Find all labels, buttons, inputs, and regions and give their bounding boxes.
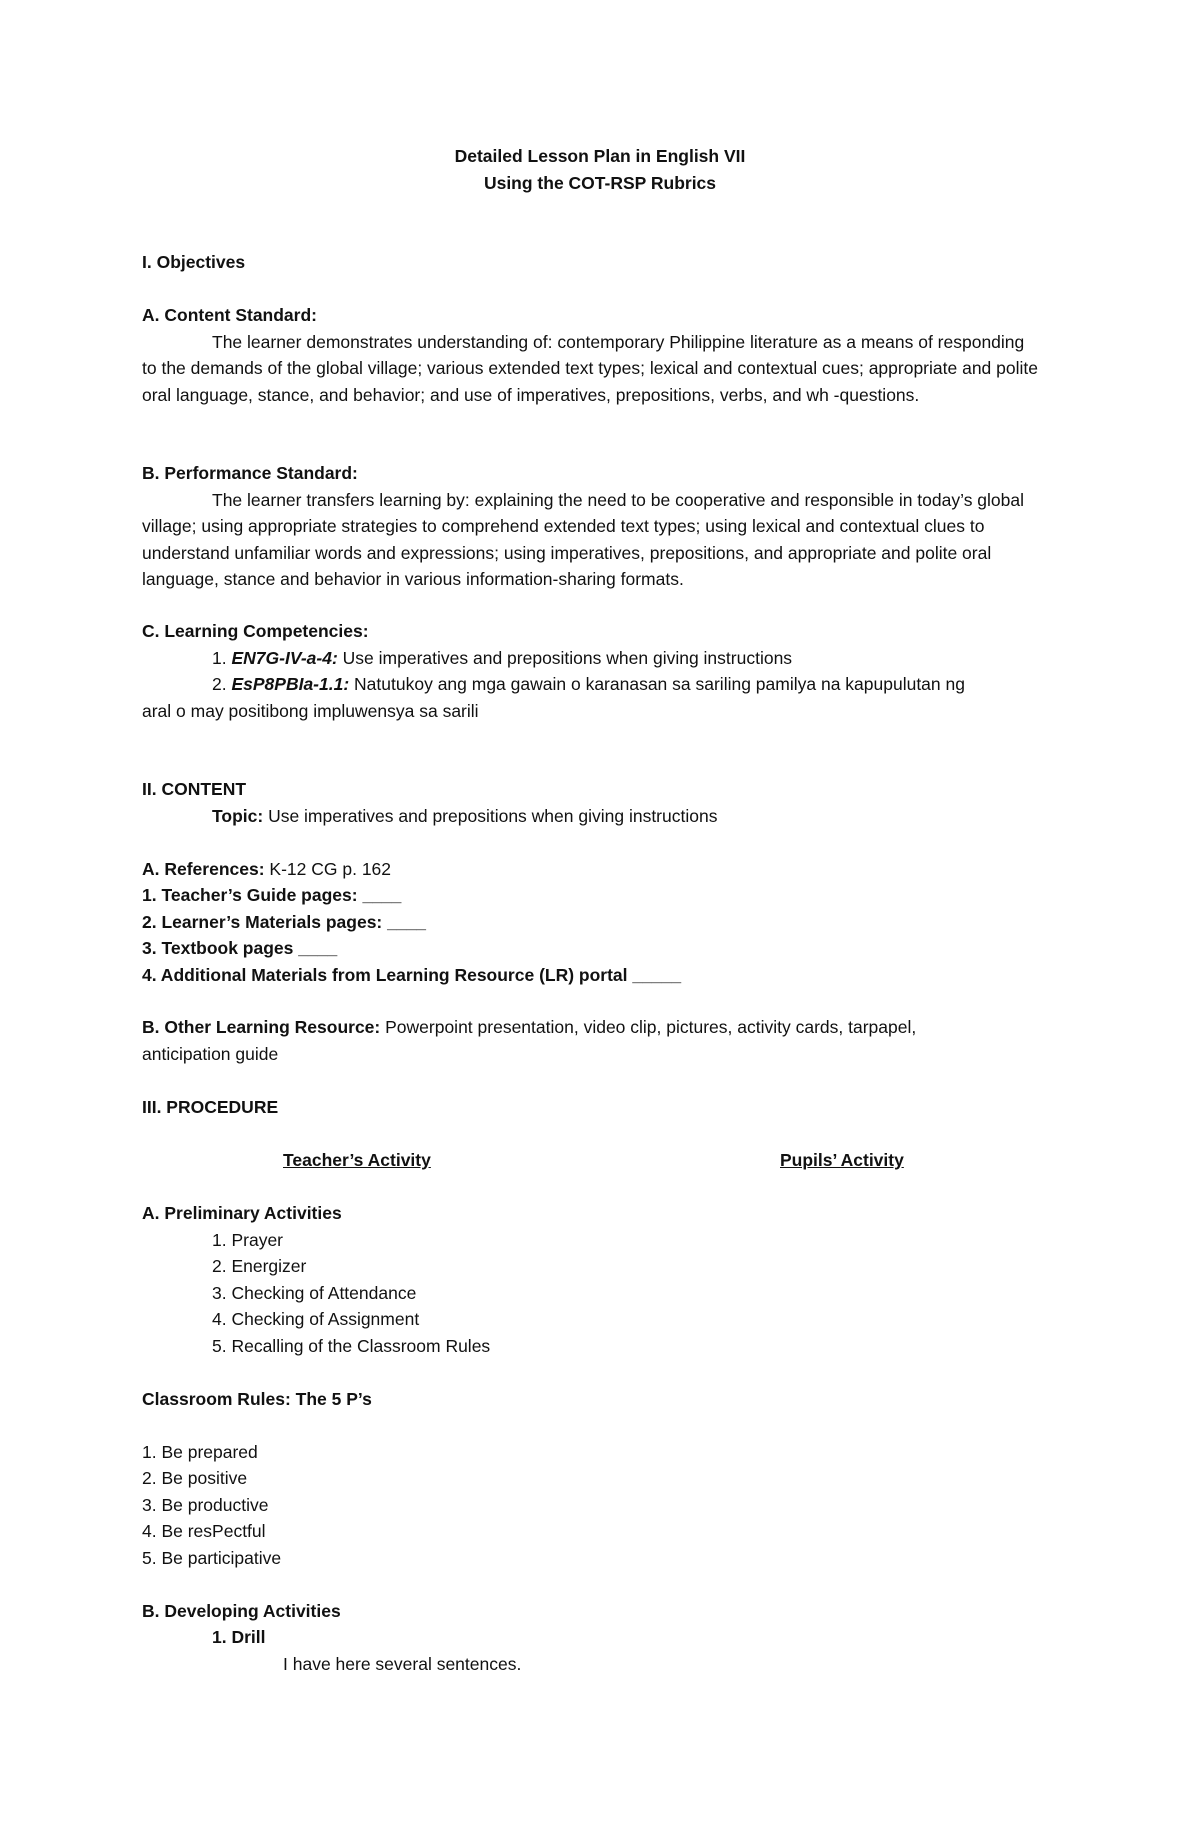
teacher-activity-column-header: Teacher’s Activity: [283, 1150, 431, 1170]
list-item: 1. Be prepared: [142, 1442, 258, 1462]
procedure-heading: III. PROCEDURE: [142, 1097, 279, 1117]
performance-standard-label: B. Performance Standard:: [142, 463, 358, 483]
document-title: Detailed Lesson Plan in English VII: [454, 146, 746, 166]
list-item: 2. Be positive: [142, 1468, 248, 1488]
list-item: 5. Be participative: [142, 1548, 282, 1568]
list-item: 4. Checking of Assignment: [212, 1309, 420, 1329]
objectives-heading: I. Objectives: [142, 252, 246, 272]
list-item: 3. Be productive: [142, 1495, 269, 1515]
list-item: 5. Recalling of the Classroom Rules: [212, 1336, 491, 1356]
competency-item-1: 1. EN7G-IV-a-4: Use imperatives and prepositions when giving instructions: [212, 648, 793, 668]
list-item: 4. Be resPectful: [142, 1521, 266, 1541]
references-line: A. References: K-12 CG p. 162: [142, 859, 392, 879]
pupil-activity-column-header: Pupils’ Activity: [780, 1150, 904, 1170]
competency-code-2: EsP8PBIa-1.1:: [231, 674, 350, 694]
competency-code-1: EN7G-IV-a-4:: [231, 648, 338, 668]
reference-textbook: 3. Textbook pages ____: [142, 938, 338, 958]
drill-label: 1. Drill: [212, 1627, 266, 1647]
competency-item-2-continued: aral o may positibong impluwensya sa sarili: [142, 701, 479, 721]
reference-additional-materials: 4. Additional Materials from Learning Resource (LR) portal _____: [142, 965, 682, 985]
list-item: 3. Checking of Attendance: [212, 1283, 417, 1303]
topic-line: Topic: Use imperatives and prepositions when giving instructions: [212, 806, 718, 826]
developing-activities-label: B. Developing Activities: [142, 1601, 341, 1621]
list-item: 2. Energizer: [212, 1256, 307, 1276]
list-item: 1. Prayer: [212, 1230, 283, 1250]
reference-learners-materials: 2. Learner’s Materials pages: ____: [142, 912, 427, 932]
content-standard-text: The learner demonstrates understanding of: contemporary Philippine literature as a means of responding to the demands of the global village; various extended text types; lexical and contextual cues; appropriate and polite oral language, stance, and behavior; and use of imperatives, prepositions, verbs, and wh -questions.: [142, 332, 1038, 405]
competencies-label: C. Learning Competencies:: [142, 621, 369, 641]
other-resources-continued: anticipation guide: [142, 1044, 279, 1064]
content-heading: II. CONTENT: [142, 779, 247, 799]
preliminary-activities-label: A. Preliminary Activities: [142, 1203, 342, 1223]
performance-standard-text: The learner transfers learning by: explaining the need to be cooperative and responsible in today’s global village; using appropriate strategies to comprehend extended text types; using lexical and contextual clues to understand unfamiliar words and expressions; using imperatives, prepositions, and appropriate and polite oral language, stance and behavior in various information-sharing formats.: [142, 490, 1025, 590]
document-subtitle: Using the COT-RSP Rubrics: [483, 173, 717, 193]
reference-teachers-guide: 1. Teacher’s Guide pages: ____: [142, 885, 402, 905]
competency-item-2: 2. EsP8PBIa-1.1: Natutukoy ang mga gawain o karanasan sa sariling pamilya na kapupulutan ng: [212, 674, 965, 694]
drill-text: I have here several sentences.: [283, 1654, 522, 1674]
other-resources-line: B. Other Learning Resource: Powerpoint presentation, video clip, pictures, activity cards, tarpapel,: [142, 1017, 917, 1037]
content-standard-label: A. Content Standard:: [142, 305, 317, 325]
classroom-rules-label: Classroom Rules: The 5 P’s: [142, 1389, 372, 1409]
